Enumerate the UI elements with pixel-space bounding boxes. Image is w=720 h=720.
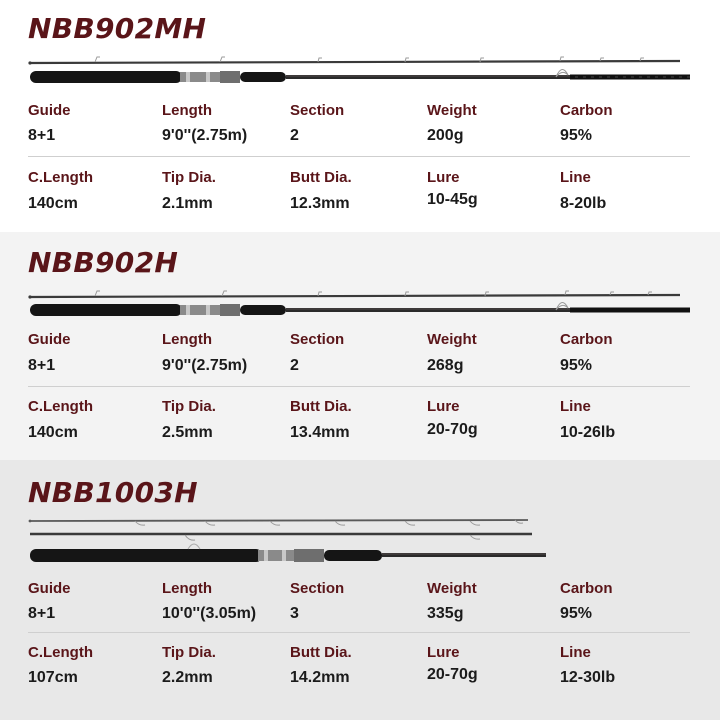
product-title: NBB902H	[28, 246, 179, 279]
spec-label-lure: Lure	[427, 169, 460, 186]
spec-label-c-length: C.Length	[28, 644, 93, 661]
spec-value-weight: 268g	[427, 357, 464, 374]
spec-value-butt-dia: 12.3mm	[290, 195, 350, 212]
spec-label-carbon: Carbon	[560, 102, 613, 119]
spec-value-tip-dia: 2.1mm	[162, 195, 213, 212]
spec-value-guide: 8+1	[28, 357, 56, 374]
spec-value-c-length: 107cm	[28, 669, 78, 686]
spec-label-lure: Lure	[427, 398, 460, 415]
spec-label-weight: Weight	[427, 580, 477, 597]
spec-value-line: 12-30lb	[560, 669, 616, 686]
spec-label-guide: Guide	[28, 580, 71, 597]
spec-value-c-length: 140cm	[28, 424, 78, 441]
spec-label-c-length: C.Length	[28, 398, 93, 415]
spec-label-tip-dia: Tip Dia.	[162, 398, 216, 415]
spec-label-length: Length	[162, 102, 212, 119]
product-section-nbb1003h	[0, 460, 720, 720]
spec-label-guide: Guide	[28, 102, 71, 119]
spec-label-c-length: C.Length	[28, 169, 93, 186]
spec-value-butt-dia: 14.2mm	[290, 669, 350, 686]
spec-label-carbon: Carbon	[560, 580, 613, 597]
spec-value-line: 10-26lb	[560, 424, 616, 441]
spec-value-weight: 200g	[427, 127, 464, 144]
rod-image	[0, 288, 720, 322]
spec-label-tip-dia: Tip Dia.	[162, 169, 216, 186]
spec-value-length: 9'0''(2.75m)	[162, 357, 248, 374]
rod-image	[0, 52, 720, 88]
spec-label-weight: Weight	[427, 331, 477, 348]
spec-label-weight: Weight	[427, 102, 477, 119]
spec-value-guide: 8+1	[28, 127, 56, 144]
spec-label-butt-dia: Butt Dia.	[290, 644, 352, 661]
spec-label-length: Length	[162, 331, 212, 348]
spec-label-length: Length	[162, 580, 212, 597]
spec-value-guide: 8+1	[28, 605, 56, 622]
divider	[28, 156, 690, 157]
spec-label-line: Line	[560, 644, 591, 661]
spec-label-section: Section	[290, 331, 345, 348]
spec-value-length: 10'0''(3.05m)	[162, 605, 257, 622]
product-title: NBB902MH	[28, 12, 207, 45]
spec-label-line: Line	[560, 398, 591, 415]
spec-label-lure: Lure	[427, 644, 460, 661]
product-title: NBB1003H	[28, 476, 198, 509]
spec-label-tip-dia: Tip Dia.	[162, 644, 216, 661]
spec-value-carbon: 95%	[560, 127, 593, 144]
spec-value-tip-dia: 2.5mm	[162, 424, 213, 441]
spec-label-carbon: Carbon	[560, 331, 613, 348]
spec-value-lure: 20-70g	[427, 421, 478, 438]
spec-value-butt-dia: 13.4mm	[290, 424, 350, 441]
product-section-nbb902mh	[0, 0, 720, 232]
spec-value-weight: 335g	[427, 605, 464, 622]
spec-value-length: 9'0''(2.75m)	[162, 127, 248, 144]
spec-value-line: 8-20lb	[560, 195, 607, 212]
spec-label-butt-dia: Butt Dia.	[290, 169, 352, 186]
spec-label-section: Section	[290, 102, 345, 119]
spec-value-carbon: 95%	[560, 357, 593, 374]
spec-value-carbon: 95%	[560, 605, 593, 622]
spec-value-section: 2	[290, 357, 299, 374]
spec-label-section: Section	[290, 580, 345, 597]
spec-value-lure: 20-70g	[427, 666, 478, 683]
divider	[28, 632, 690, 633]
product-section-nbb902h	[0, 232, 720, 460]
spec-value-section: 3	[290, 605, 299, 622]
spec-label-line: Line	[560, 169, 591, 186]
spec-value-lure: 10-45g	[427, 191, 478, 208]
divider	[28, 386, 690, 387]
rod-image	[0, 514, 720, 564]
spec-value-section: 2	[290, 127, 299, 144]
spec-label-butt-dia: Butt Dia.	[290, 398, 352, 415]
spec-label-guide: Guide	[28, 331, 71, 348]
spec-value-tip-dia: 2.2mm	[162, 669, 213, 686]
spec-value-c-length: 140cm	[28, 195, 78, 212]
